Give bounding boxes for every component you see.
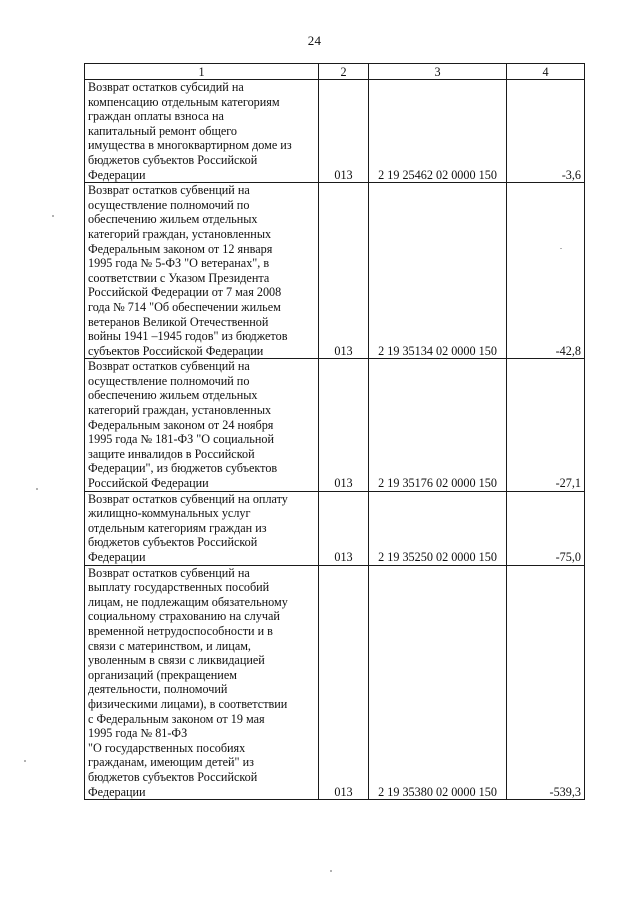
page-number: 24 [307,33,322,48]
table-row [85,80,585,183]
row-admin-code: 013 [319,565,369,800]
row-admin-code: 013 [319,491,369,565]
row-amount: -75,0 [507,491,585,565]
row-description: Возврат остатков субвенций на выплату государственных пособий лицам, не подлежащим обязательному социальному страхованию на случай временной нетрудоспособности и в связи с материнством, и лицам, уволенным в связи с ликвидацией организаций (прекращением деятельности, полномочий физическими лицами), в соответствии с Федеральным законом от 19 мая 1995 года № 81-ФЗ "О государственных пособиях гражданам, имеющим детей" из бюджетов субъектов Российской Федерации [85,565,319,800]
row-description: Возврат остатков субвенций на осуществление полномочий по обеспечению жильем отдельных категорий граждан, установленных Федеральным законом от 24 ноября 1995 года № 181-ФЗ "О социальной защите инвалидов в Российской Федерации", из бюджетов субъектов Российской Федерации [85,359,319,491]
row-budget-code: 2 19 35134 02 0000 150 [369,183,507,359]
row-admin-code: 013 [319,359,369,491]
row-admin-code: 013 [319,80,369,183]
row-amount: -27,1 [507,359,585,491]
row-description: Возврат остатков субвенций на осуществление полномочий по обеспечению жильем отдельных категорий граждан, установленных Федеральным законом от 12 января 1995 года № 5-ФЗ "О ветеранах", в соответствии с Указом Президента Российской Федерации от 7 мая 2008 года № 714 "Об обеспечении жильем ветеранов Великой Отечественной войны 1941 –1945 годов" из бюджетов субъектов Российской Федерации [85,183,319,359]
column-header-1: 1 [85,64,319,80]
row-admin-code: 013 [319,183,369,359]
budget-table [84,63,585,800]
column-header-3: 3 [369,64,507,80]
row-budget-code: 2 19 35380 02 0000 150 [369,565,507,800]
table-row [85,183,585,359]
row-amount: -42,8 [507,183,585,359]
scan-speck [52,215,54,217]
column-header-4: 4 [507,64,585,80]
table-row [85,565,585,800]
scan-speck [560,248,562,249]
scan-speck [24,760,26,762]
scan-speck [330,870,332,872]
row-budget-code: 2 19 35250 02 0000 150 [369,491,507,565]
row-budget-code: 2 19 25462 02 0000 150 [369,80,507,183]
table-row [85,359,585,491]
row-budget-code: 2 19 35176 02 0000 150 [369,359,507,491]
row-description: Возврат остатков субсидий на компенсацию отдельным категориям граждан оплаты взноса на капитальный ремонт общего имущества в многоквартирном доме из бюджетов субъектов Российской Федерации [85,80,319,183]
row-amount: -539,3 [507,565,585,800]
table-row [85,491,585,565]
row-amount: -3,6 [507,80,585,183]
row-description: Возврат остатков субвенций на оплату жилищно-коммунальных услуг отдельным категориям граждан из бюджетов субъектов Российской Федерации [85,491,319,565]
table-header-row [85,64,585,80]
column-header-2: 2 [319,64,369,80]
scan-speck [36,488,38,490]
